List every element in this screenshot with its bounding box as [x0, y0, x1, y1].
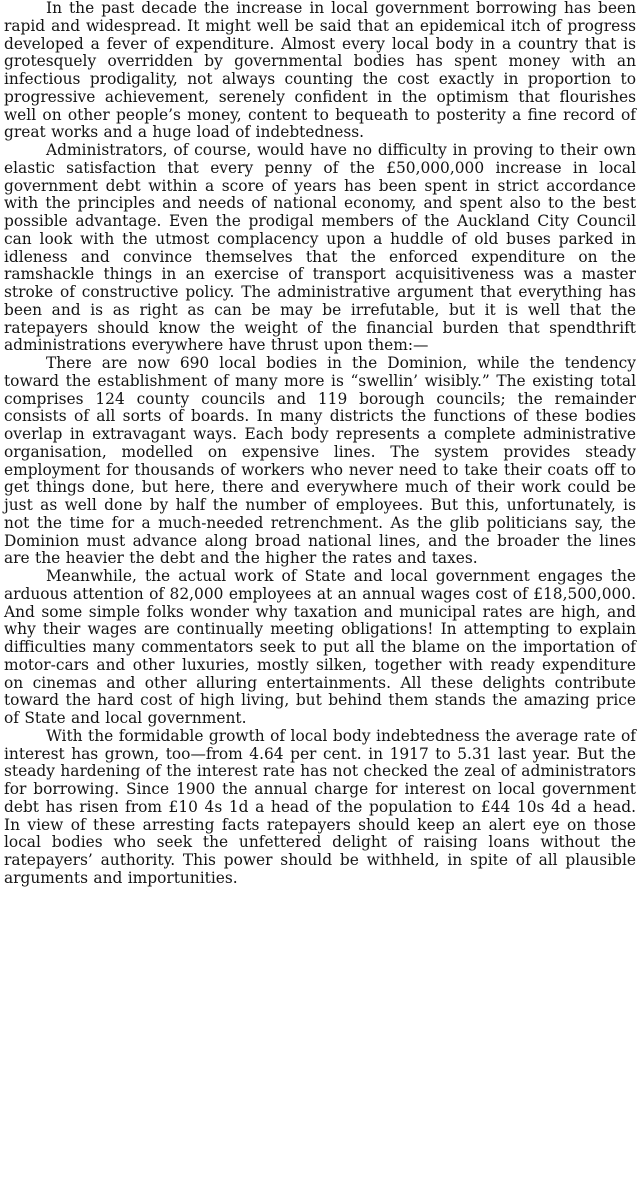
- paragraph-local-bodies-count: There are now 690 local bodies in the Dominion, while the tendency toward the establishment of many more is “swellin’ wisibly.” The existing total comprises 124 county councils and 119 borough councils; the remainder consists of all sorts of boards. In many districts the functions of these bodies overlap in extravagant ways. Each body represents a complete administrative organisation, modelled on expensive lines. The system provides steady employment for thousands of workers who never need to take their coats off to get things done, but here, there and everywhere much of their work could be just as well done by half the number of employees. But this, unfortunately, is not the time for a much-needed retrenchment. As the glib politicians say, the Dominion must advance along broad national lines, and the broader the lines are the heavier the debt and the higher the rates and taxes.: [4, 354, 636, 568]
- paragraph-employees-cost: Meanwhile, the actual work of State and local government engages the arduous attention of 82,000 employees at an annual wages cost of £18,500,000. And some simple folks wonder why taxation and municipal rates are high, and why their wages are continually meeting obligations! In attempting to explain difficulties many commentators seek to put all the blame on the importation of motor-cars and other luxuries, mostly silken, together with ready expenditure on cinemas and other alluring entertainments. All these delights contribute toward the hard cost of high living, but behind them stands the amazing price of State and local government.: [4, 567, 636, 727]
- paragraph-administrators: Administrators, of course, would have no difficulty in proving to their own elastic satisfaction that every penny of the £50,000,000 increase in local government debt within a score of years has been spent in strict accordance with the principles and needs of national economy, and spent also to the best possible advantage. Even the prodigal members of the Auckland City Council can look with the utmost complacency upon a huddle of old buses parked in idleness and convince themselves that the enforced expenditure on the ramshackle things in an exercise of transport acquisitiveness was a master stroke of constructive policy. The administrative argument that everything has been and is as right as can be may be irrefutable, but it is well that the ratepayers should know the weight of the financial burden that spendthrift administrations everywhere have thrust upon them:—: [4, 141, 636, 355]
- paragraph-interest-rate: With the formidable growth of local body indebtedness the average rate of interest has grown, too—from 4.64 per cent. in 1917 to 5.31 last year. But the steady hardening of the interest rate has not checked the zeal of administrators for borrowing. Since 1900 the annual charge for interest on local government debt has risen from £10 4s 1d a head of the population to £44 10s 4d a head. In view of these arresting facts ratepayers should keep an alert eye on those local bodies who seek the unfettered delight of raising loans without the ratepayers’ authority. This power should be withheld, in spite of all plausible arguments and importunities.: [4, 726, 636, 887]
- paragraph-local-borrowing: In the past decade the increase in local government borrowing has been rapid and widespread. It might well be said that an epidemical itch of progress developed a fever of expenditure. Almost every local body in a country that is grotesquely overridden by governmental bodies has spent money with an infectious prodigality, not always counting the cost exactly in proportion to progressive achievement, serenely confident in the optimism that flourishes well on other people’s money, content to bequeath to posterity a fine record of great works and a huge load of indebtedness.: [4, 0, 636, 142]
